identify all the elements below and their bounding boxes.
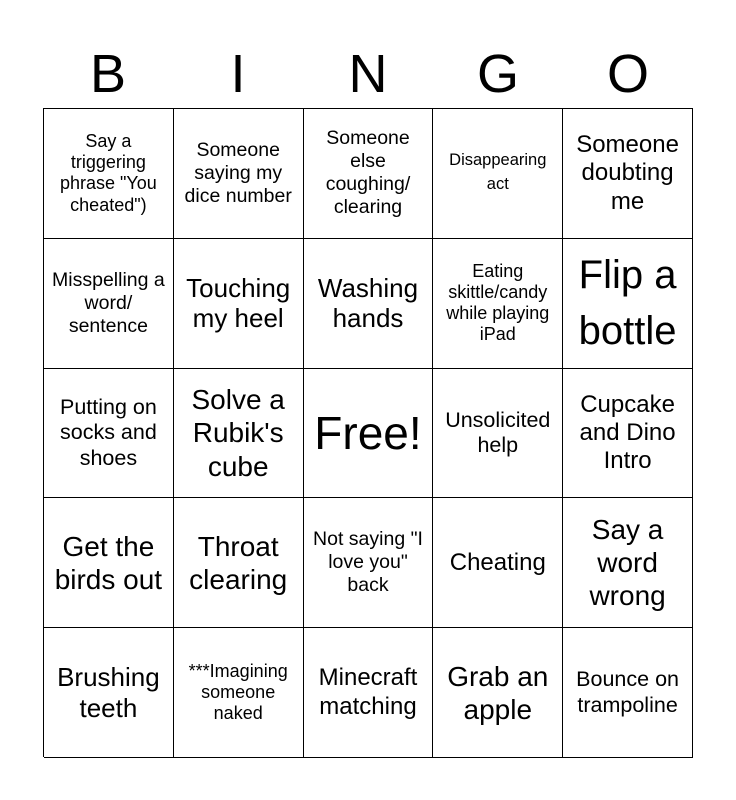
header-letter-o: O	[606, 44, 649, 104]
bingo-cell[interactable]	[174, 109, 304, 239]
header-letter-n: N	[348, 44, 388, 104]
header-letter-b: B	[89, 44, 127, 104]
cell-text: Cheating	[449, 548, 546, 576]
cell-text: Get the birds out	[54, 530, 163, 595]
cell-text: Grab an apple	[447, 660, 549, 725]
cell-text: Unsolicited help	[445, 407, 551, 457]
cell-text: Eating skittle/candy while playing iPad	[446, 260, 550, 345]
bingo-cell[interactable]	[563, 109, 693, 239]
bingo-cell[interactable]	[563, 369, 693, 499]
cell-text: Someone else coughing/ clearing	[325, 127, 411, 219]
board-row	[44, 628, 693, 758]
bingo-cell[interactable]	[174, 628, 304, 758]
cell-text: Brushing teeth	[57, 661, 160, 723]
bingo-cell[interactable]	[433, 498, 563, 628]
cell-text: Say a word wrong	[589, 514, 666, 612]
cell-text: Bounce on trampoline	[576, 667, 679, 717]
bingo-cell[interactable]	[304, 109, 434, 239]
bingo-cell[interactable]	[563, 239, 693, 369]
board-row	[44, 498, 693, 628]
bingo-cell[interactable]	[433, 109, 563, 239]
cell-text: Someone saying my dice number	[184, 138, 292, 207]
bingo-cell[interactable]	[174, 239, 304, 369]
bingo-cell[interactable]	[44, 239, 174, 369]
cell-text: Touching my heel	[186, 272, 291, 334]
bingo-cell[interactable]	[44, 369, 174, 499]
header-letter-g: G	[476, 44, 519, 104]
bingo-cell[interactable]	[563, 628, 693, 758]
board-row	[44, 239, 693, 369]
cell-text: Not saying "I love you" back	[313, 528, 423, 597]
board-row	[44, 109, 693, 239]
header-letter-i: I	[230, 44, 246, 104]
bingo-cell[interactable]	[174, 498, 304, 628]
bingo-cell[interactable]	[433, 369, 563, 499]
cell-text: Solve a Rubik's cube	[191, 384, 285, 482]
bingo-cell[interactable]	[433, 239, 563, 369]
cell-text: Throat clearing	[189, 530, 288, 595]
cell-text: Misspelling a word/ sentence	[52, 268, 165, 337]
bingo-cell-free[interactable]	[304, 369, 434, 499]
bingo-header	[43, 40, 693, 108]
bingo-board	[43, 108, 693, 757]
bingo-cell[interactable]	[304, 628, 434, 758]
cell-text: Cupcake and Dino Intro	[579, 390, 676, 475]
bingo-cell[interactable]	[44, 109, 174, 239]
bingo-cell[interactable]	[44, 628, 174, 758]
cell-text: Someone doubting me	[576, 130, 679, 215]
cell-text: ***Imagining someone naked	[188, 660, 288, 724]
cell-text: Free!	[314, 406, 422, 459]
board-row	[44, 369, 693, 499]
cell-text: Disappearing act	[449, 151, 547, 194]
bingo-cell[interactable]	[563, 498, 693, 628]
cell-text: Say a triggering phrase "You cheated")	[59, 130, 157, 215]
bingo-cell[interactable]	[44, 498, 174, 628]
cell-text: Washing hands	[317, 272, 419, 334]
bingo-cell[interactable]	[433, 628, 563, 758]
cell-text: Minecraft matching	[318, 664, 418, 720]
bingo-cell[interactable]	[304, 498, 434, 628]
bingo-cell[interactable]	[174, 369, 304, 499]
cell-text: Putting on socks and shoes	[59, 394, 157, 470]
cell-text: Flip a bottle	[578, 253, 677, 354]
bingo-cell[interactable]	[304, 239, 434, 369]
